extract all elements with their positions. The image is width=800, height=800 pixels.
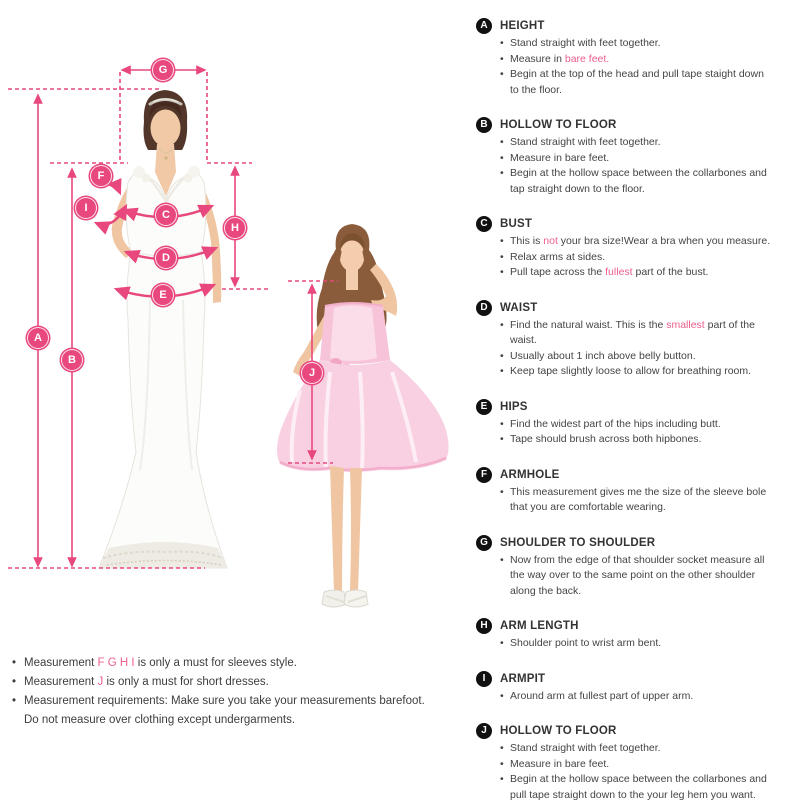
section-bullet bbox=[500, 553, 772, 600]
section-bullet bbox=[500, 364, 772, 380]
highlighted-text: bare feet. bbox=[564, 52, 610, 65]
bullet-dot-icon: • bbox=[12, 676, 17, 688]
section-body bbox=[500, 618, 661, 652]
section-bullet bbox=[500, 151, 772, 167]
section-body bbox=[500, 467, 772, 516]
section-body bbox=[500, 216, 770, 281]
plain-text: Tape should brush across both hipbones. bbox=[510, 433, 702, 445]
section-title: ARMPIT bbox=[500, 672, 546, 685]
plain-text: your bra size!Wear a bra when you measure. bbox=[557, 235, 771, 247]
bullet-dot-icon: • bbox=[500, 235, 504, 247]
footnote-line bbox=[12, 692, 464, 711]
plain-text: part of the bust. bbox=[632, 266, 709, 278]
plain-text: Stand straight with feet together. bbox=[510, 742, 661, 754]
bullet-dot-icon: • bbox=[12, 695, 17, 707]
measure-section-I bbox=[476, 671, 798, 705]
bullet-dot-icon: • bbox=[500, 266, 504, 278]
plain-text: Relax arms at sides. bbox=[510, 250, 606, 263]
bullet-dot-icon: • bbox=[500, 250, 504, 263]
section-bullet bbox=[500, 135, 772, 151]
plain-text: Pull tape across the bbox=[510, 266, 606, 278]
section-body bbox=[500, 399, 721, 448]
plain-text: Measurement requirements: Make sure you take your measurements barefoot. bbox=[24, 695, 425, 707]
diagram-badge-C: C bbox=[155, 204, 177, 226]
bullet-dot-icon: • bbox=[500, 68, 504, 80]
plain-text: Measure in bare feet. bbox=[510, 757, 610, 770]
bullet-dot-icon: • bbox=[500, 52, 504, 65]
measure-section-C bbox=[476, 216, 798, 281]
diagram-badge-G: G bbox=[152, 59, 174, 81]
footnote-line bbox=[12, 673, 464, 692]
section-bullet bbox=[500, 741, 772, 757]
section-title: HOLLOW TO FLOOR bbox=[500, 119, 617, 131]
section-letter-badge: H bbox=[476, 618, 492, 634]
diagram-badge-A: A bbox=[27, 327, 49, 349]
plain-text: Find the widest part of the hips including butt. bbox=[510, 417, 721, 430]
section-letter-badge: I bbox=[476, 671, 492, 687]
section-bullet bbox=[500, 250, 770, 266]
section-bullet bbox=[500, 166, 772, 197]
section-letter-badge: G bbox=[476, 535, 492, 551]
section-body bbox=[500, 117, 772, 197]
plain-text: Shoulder point to wrist arm bent. bbox=[510, 637, 662, 649]
plain-text: This measurement gives me the size of the sleeve bole that you are comfortable wearing. bbox=[510, 485, 767, 513]
bullet-dot-icon: • bbox=[500, 365, 504, 377]
bullet-dot-icon: • bbox=[500, 742, 504, 754]
footnotes bbox=[12, 654, 464, 730]
section-body bbox=[500, 671, 693, 705]
footnote-line bbox=[12, 711, 464, 730]
diagram-badge-H: H bbox=[224, 217, 246, 239]
measure-section-D bbox=[476, 300, 798, 380]
plain-text: Measure in bbox=[510, 52, 565, 65]
section-title: HOLLOW TO FLOOR bbox=[500, 725, 617, 737]
section-letter-badge: F bbox=[476, 467, 492, 483]
section-title: ARMHOLE bbox=[500, 468, 560, 481]
plain-text: Measure in bare feet. bbox=[510, 151, 610, 164]
section-title: SHOULDER TO SHOULDER bbox=[500, 536, 656, 549]
section-bullet bbox=[500, 636, 661, 652]
diagram-badge-J: J bbox=[301, 362, 323, 384]
plain-text: This is bbox=[510, 235, 544, 247]
section-bullet bbox=[500, 67, 772, 98]
diagram-badge-E: E bbox=[152, 284, 174, 306]
instructions-list bbox=[476, 18, 798, 800]
bullet-dot-icon: • bbox=[500, 757, 504, 770]
bullet-dot-icon: • bbox=[500, 433, 504, 445]
section-title: HEIGHT bbox=[500, 20, 545, 32]
bullet-dot-icon: • bbox=[500, 151, 504, 164]
plain-text: Find the natural waist. This is the bbox=[510, 318, 667, 331]
section-bullet bbox=[500, 234, 770, 250]
section-bullet bbox=[500, 265, 770, 281]
footnote-line bbox=[12, 654, 464, 673]
bullet-dot-icon: • bbox=[500, 136, 504, 148]
bullet-dot-icon: • bbox=[500, 417, 504, 430]
bullet-dot-icon: • bbox=[500, 689, 504, 702]
plain-text: Keep tape slightly loose to allow for breathing room. bbox=[510, 365, 752, 377]
measure-section-B bbox=[476, 117, 798, 197]
section-body bbox=[500, 300, 772, 380]
section-bullet bbox=[500, 52, 772, 68]
section-title: WAIST bbox=[500, 301, 538, 314]
measurement-diagram bbox=[0, 0, 470, 650]
section-bullet bbox=[500, 772, 772, 800]
measure-section-A bbox=[476, 18, 798, 98]
highlighted-text: smallest bbox=[666, 318, 705, 331]
section-body bbox=[500, 723, 772, 800]
plain-text: Begin at the hollow space between the collarbones and pull tape straight down to the your leg hem you want. bbox=[510, 773, 767, 800]
measure-section-J bbox=[476, 723, 798, 800]
section-bullet bbox=[500, 689, 693, 705]
highlighted-text: J bbox=[97, 676, 104, 688]
section-bullet bbox=[500, 757, 772, 773]
section-bullet bbox=[500, 432, 721, 448]
plain-text: Now from the edge of that shoulder socket measure all the way over to the same point on the other shoulder along the back. bbox=[510, 553, 765, 597]
section-letter-badge: J bbox=[476, 723, 492, 739]
section-letter-badge: A bbox=[476, 18, 492, 34]
bullet-dot-icon: • bbox=[500, 553, 504, 566]
plain-text: Around arm at fullest part of upper arm. bbox=[510, 689, 694, 702]
plain-text: Stand straight with feet together. bbox=[510, 37, 661, 49]
diagram-badge-F: F bbox=[90, 165, 112, 187]
section-body bbox=[500, 18, 772, 98]
diagram-badge-I: I bbox=[75, 197, 97, 219]
measure-section-G bbox=[476, 535, 798, 600]
section-letter-badge: C bbox=[476, 216, 492, 232]
bullet-dot-icon: • bbox=[500, 37, 504, 49]
section-bullet bbox=[500, 417, 721, 433]
section-bullet bbox=[500, 349, 772, 365]
bullet-dot-icon: • bbox=[500, 637, 504, 649]
plain-text: Measurement bbox=[24, 676, 98, 688]
bullet-dot-icon: • bbox=[500, 773, 504, 785]
section-letter-badge: D bbox=[476, 300, 492, 316]
plain-text: part of the waist. bbox=[510, 318, 755, 346]
plain-text: Begin at the hollow space between the collarbones and tap straight down to the floor. bbox=[510, 167, 767, 195]
plain-text: is only a must for sleeves style. bbox=[137, 657, 297, 669]
plain-text: Stand straight with feet together. bbox=[510, 136, 661, 148]
highlighted-text: F G H I bbox=[97, 657, 138, 669]
bullet-dot-icon: • bbox=[12, 657, 17, 669]
plain-text: Usually about 1 inch above belly button. bbox=[510, 349, 696, 362]
section-bullet bbox=[500, 318, 772, 349]
bullet-dot-icon: • bbox=[500, 349, 504, 362]
long-dress-model-figure bbox=[99, 90, 227, 568]
measure-section-F bbox=[476, 467, 798, 516]
highlighted-text: not bbox=[543, 235, 558, 247]
highlighted-text: fullest bbox=[605, 266, 633, 278]
section-bullet bbox=[500, 485, 772, 516]
bullet-dot-icon: • bbox=[500, 485, 504, 498]
plain-text: Do not measure over clothing except undergarments. bbox=[24, 714, 296, 726]
bullet-dot-icon: • bbox=[500, 167, 504, 179]
section-body bbox=[500, 535, 772, 600]
diagram-badge-B: B bbox=[61, 349, 83, 371]
plain-text: Begin at the top of the head and pull tape staight down to the floor. bbox=[510, 68, 764, 96]
diagram-badge-D: D bbox=[155, 247, 177, 269]
measure-section-E bbox=[476, 399, 798, 448]
plain-text: Measurement bbox=[24, 657, 98, 669]
section-letter-badge: E bbox=[476, 399, 492, 415]
section-title: BUST bbox=[500, 218, 533, 230]
section-bullet bbox=[500, 36, 772, 52]
bullet-dot-icon: • bbox=[500, 318, 504, 331]
section-title: ARM LENGTH bbox=[500, 620, 579, 632]
section-title: HIPS bbox=[500, 400, 528, 413]
plain-text: is only a must for short dresses. bbox=[103, 676, 269, 688]
measure-line-F bbox=[106, 184, 120, 193]
section-letter-badge: B bbox=[476, 117, 492, 133]
measure-section-H bbox=[476, 618, 798, 652]
